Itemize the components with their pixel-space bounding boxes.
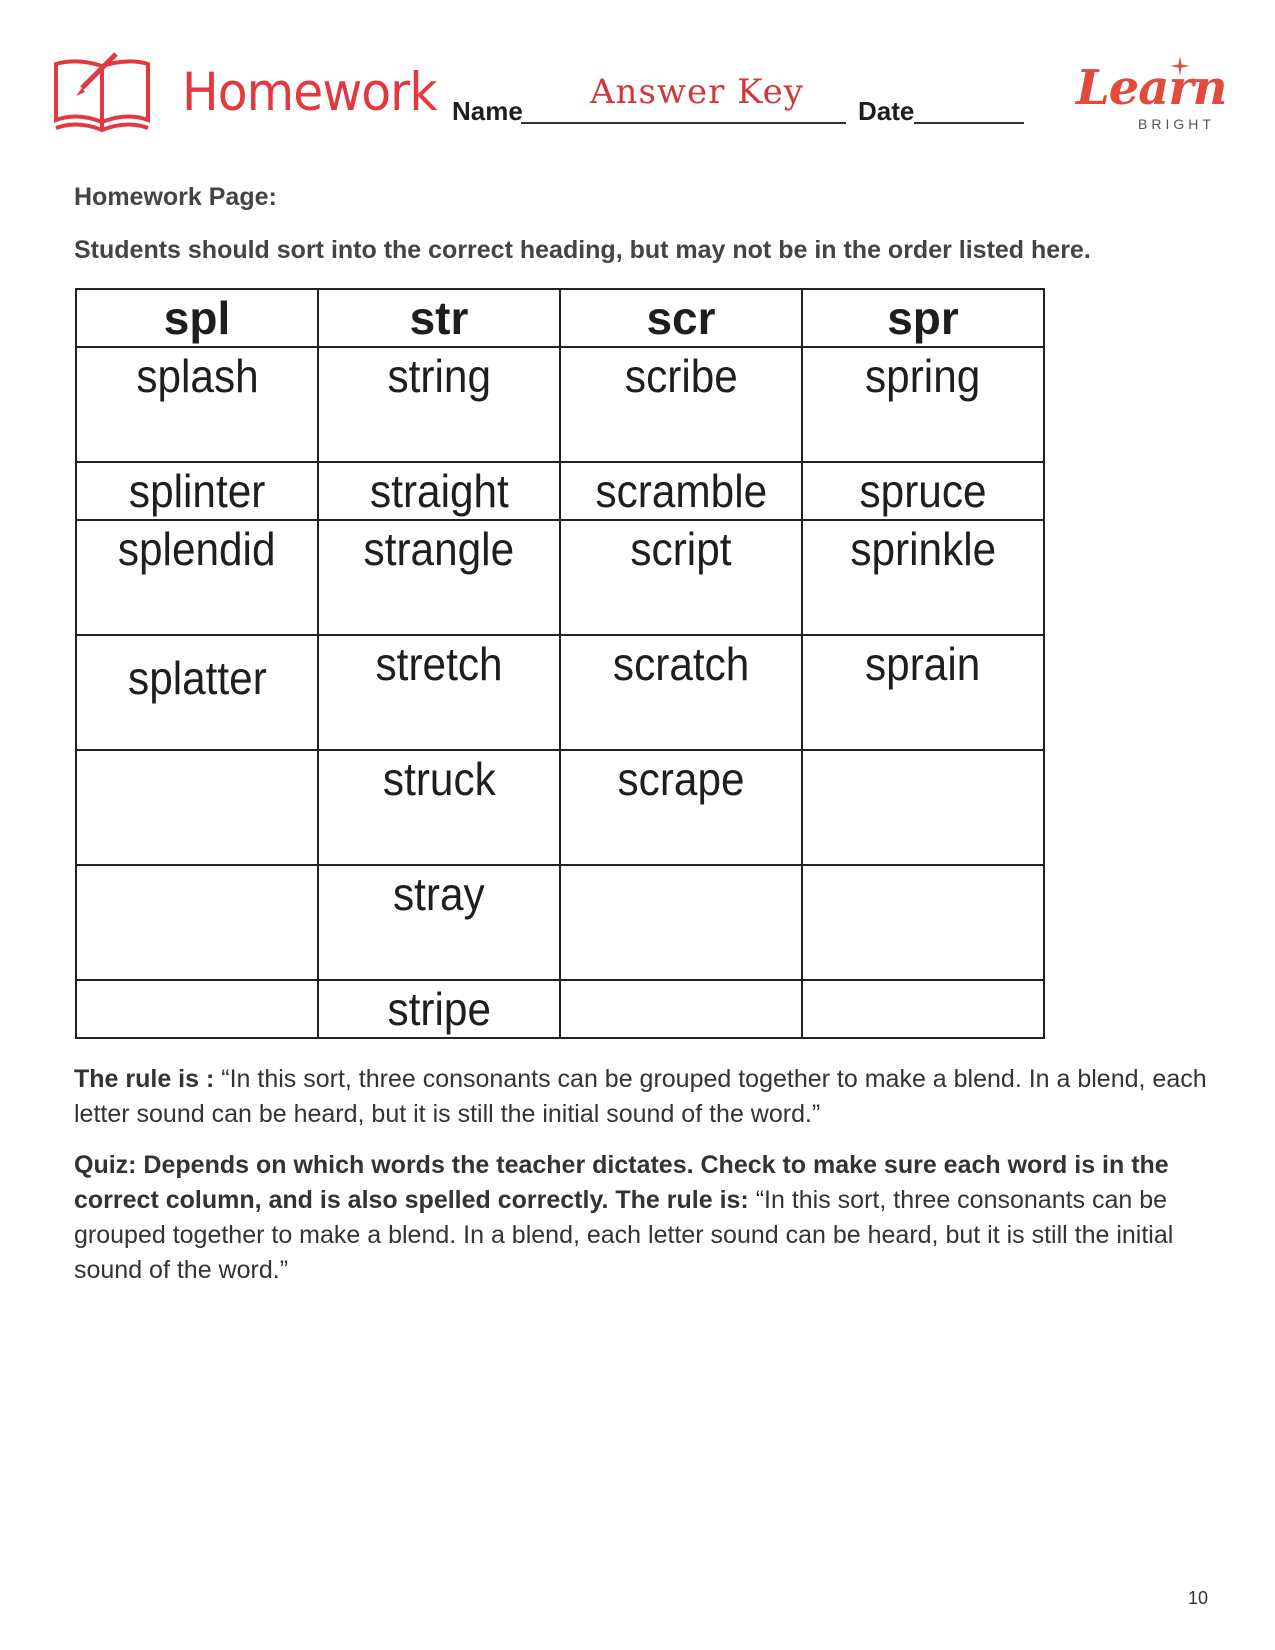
page-header xyxy=(0,0,1275,150)
open-book-icon xyxy=(52,50,152,140)
word-sort-table xyxy=(75,288,1045,1039)
table-cell: splatter xyxy=(76,635,318,750)
name-value: Answer Key xyxy=(590,72,804,112)
table-cell: stretch xyxy=(318,635,560,750)
header-spr: spr xyxy=(802,289,1044,347)
table-row xyxy=(76,750,1044,865)
table-row xyxy=(76,635,1044,750)
table-cell xyxy=(76,750,318,865)
table-cell: spruce xyxy=(802,462,1044,520)
logo-text: Learn xyxy=(1076,60,1227,116)
table-cell: stray xyxy=(318,865,560,980)
table-cell: stripe xyxy=(318,980,560,1038)
table-cell xyxy=(802,865,1044,980)
table-cell xyxy=(76,980,318,1038)
table-row xyxy=(76,980,1044,1038)
rule-text: “In this sort, three consonants can be grouped together to make a blend. In a blend, each letter sound can be heard, but it is still the initial sound of the word.” xyxy=(74,1065,1207,1128)
table-cell: scramble xyxy=(560,462,802,520)
table-row xyxy=(76,865,1044,980)
table-cell: sprain xyxy=(802,635,1044,750)
table-cell xyxy=(802,750,1044,865)
table-cell: straight xyxy=(318,462,560,520)
table-cell: spring xyxy=(802,347,1044,462)
header-spl: spl xyxy=(76,289,318,347)
table-cell: splash xyxy=(76,347,318,462)
table-header-row xyxy=(76,289,1044,347)
table-cell: scrape xyxy=(560,750,802,865)
rule-label: The rule is : xyxy=(74,1065,215,1093)
name-field[interactable] xyxy=(521,122,846,124)
page-number: 10 xyxy=(1188,1588,1209,1608)
section-label: Homework Page: xyxy=(74,183,277,211)
date-label: Date xyxy=(858,96,915,126)
instructions: Students should sort into the correct heading, but may not be in the order listed here. xyxy=(74,236,1091,264)
table-row xyxy=(76,462,1044,520)
table-row xyxy=(76,347,1044,462)
table-cell: sprinkle xyxy=(802,520,1044,635)
table-cell: strangle xyxy=(318,520,560,635)
table-cell: script xyxy=(560,520,802,635)
homework-title: Homework xyxy=(182,62,437,123)
quiz-label: Quiz: Depends on which words the teacher dictates. Check to make sure each word is in the correct column, and is also spelled correctly. The rule is: xyxy=(74,1151,1169,1214)
table-cell: string xyxy=(318,347,560,462)
learn-bright-logo xyxy=(1076,54,1232,136)
table-cell: scratch xyxy=(560,635,802,750)
logo-subtext: BRIGHT xyxy=(1138,116,1215,132)
header-str: str xyxy=(318,289,560,347)
table-cell xyxy=(76,865,318,980)
name-label: Name xyxy=(452,96,523,126)
quiz-text: “In this sort, three consonants can be grouped together to make a blend. In a blend, each letter sound can be heard, but it is still the initial sound of the word.” xyxy=(74,1186,1174,1284)
table-row xyxy=(76,520,1044,635)
table-cell xyxy=(560,865,802,980)
quiz-paragraph xyxy=(74,1148,1214,1288)
table-cell xyxy=(560,980,802,1038)
table-cell xyxy=(802,980,1044,1038)
table-cell: scribe xyxy=(560,347,802,462)
table-cell: splinter xyxy=(76,462,318,520)
date-field[interactable] xyxy=(914,122,1024,124)
table-cell: splendid xyxy=(76,520,318,635)
header-scr: scr xyxy=(560,289,802,347)
rule-paragraph xyxy=(74,1062,1214,1132)
table-cell: struck xyxy=(318,750,560,865)
